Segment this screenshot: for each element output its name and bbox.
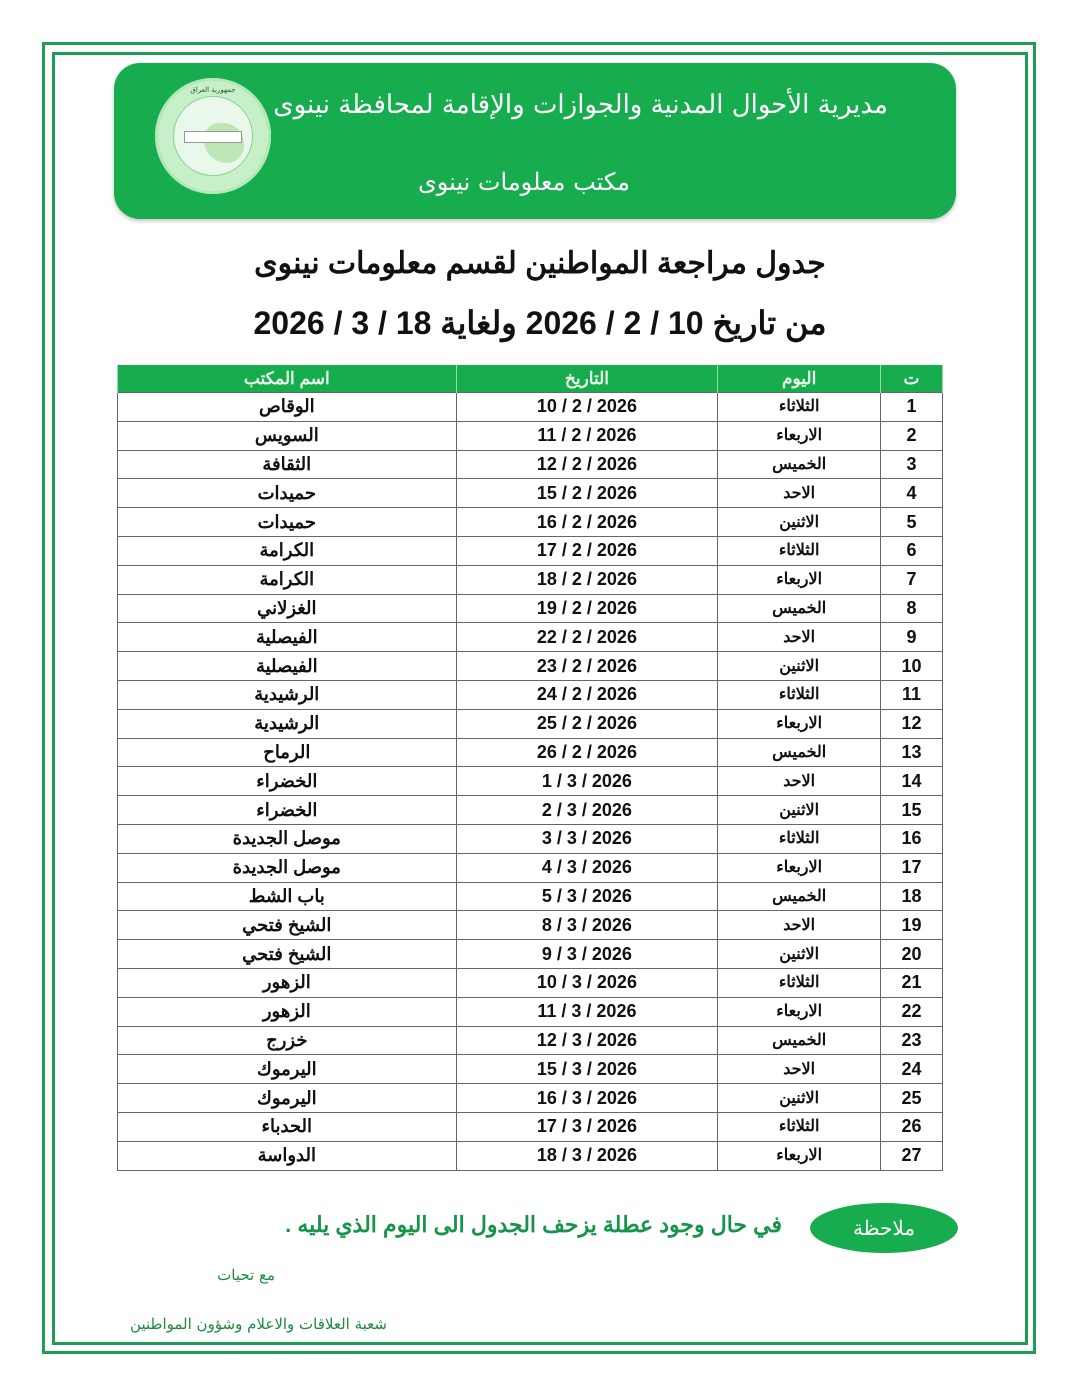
- cell-office: الحدباء: [118, 1112, 457, 1141]
- cell-day: الاحد: [718, 767, 881, 796]
- cell-date: 12 / 3 / 2026: [456, 1026, 718, 1055]
- cell-day: الاثنين: [718, 796, 881, 825]
- cell-office: الزهور: [118, 997, 457, 1026]
- ministry-emblem-icon: [155, 78, 271, 194]
- cell-office: الزهور: [118, 968, 457, 997]
- cell-date: 4 / 3 / 2026: [456, 853, 718, 882]
- cell-office: السويس: [118, 421, 457, 450]
- note-text: في حال وجود عطلة يزحف الجدول الى اليوم الذي يليه .: [285, 1212, 782, 1237]
- cell-date: 22 / 2 / 2026: [456, 623, 718, 652]
- page-title: جدول مراجعة المواطنين لقسم معلومات نينوى: [254, 247, 826, 280]
- cell-day: الخميس: [718, 882, 881, 911]
- cell-num: 14: [881, 767, 943, 796]
- cell-office: الكرامة: [118, 565, 457, 594]
- cell-date: 16 / 2 / 2026: [456, 508, 718, 537]
- cell-office: الفيصلية: [118, 623, 457, 652]
- cell-office: الخضراء: [118, 767, 457, 796]
- table-row: [118, 536, 943, 565]
- cell-day: الاحد: [718, 911, 881, 940]
- cell-num: 19: [881, 911, 943, 940]
- cell-num: 23: [881, 1026, 943, 1055]
- table-row: [118, 767, 943, 796]
- cell-date: 25 / 2 / 2026: [456, 709, 718, 738]
- cell-date: 10 / 3 / 2026: [456, 968, 718, 997]
- cell-date: 23 / 2 / 2026: [456, 652, 718, 681]
- cell-num: 12: [881, 709, 943, 738]
- cell-num: 3: [881, 450, 943, 479]
- table-row: [118, 680, 943, 709]
- cell-date: 24 / 2 / 2026: [456, 680, 718, 709]
- office-name: مكتب معلومات نينوى: [417, 168, 630, 196]
- table-row: [118, 1141, 943, 1170]
- cell-date: 10 / 2 / 2026: [456, 393, 718, 422]
- cell-date: 26 / 2 / 2026: [456, 738, 718, 767]
- cell-day: الاحد: [718, 479, 881, 508]
- cell-office: الفيصلية: [118, 652, 457, 681]
- cell-num: 2: [881, 421, 943, 450]
- cell-date: 9 / 3 / 2026: [456, 940, 718, 969]
- cell-day: الاثنين: [718, 652, 881, 681]
- cell-day: الثلاثاء: [718, 393, 881, 422]
- table-row: [118, 997, 943, 1026]
- table-row: [118, 853, 943, 882]
- cell-num: 26: [881, 1112, 943, 1141]
- cell-num: 18: [881, 882, 943, 911]
- cell-day: الخميس: [718, 450, 881, 479]
- cell-office: باب الشط: [118, 882, 457, 911]
- iraq-map-icon: [204, 123, 244, 163]
- cell-day: الخميس: [718, 738, 881, 767]
- cell-day: الاربعاء: [718, 565, 881, 594]
- table-row: [118, 450, 943, 479]
- cell-date: 11 / 3 / 2026: [456, 997, 718, 1026]
- note-badge-label: ملاحظة: [852, 1216, 916, 1240]
- table-row: [118, 508, 943, 537]
- cell-office: اليرموك: [118, 1055, 457, 1084]
- cell-day: الاحد: [718, 623, 881, 652]
- table-row: [118, 421, 943, 450]
- cell-office: الوقاص: [118, 393, 457, 422]
- cell-day: الثلاثاء: [718, 680, 881, 709]
- cell-num: 27: [881, 1141, 943, 1170]
- table-row: [118, 1026, 943, 1055]
- cell-office: الدواسة: [118, 1141, 457, 1170]
- table-header-row: [118, 365, 943, 393]
- table-row: [118, 1055, 943, 1084]
- cell-num: 7: [881, 565, 943, 594]
- cell-num: 4: [881, 479, 943, 508]
- cell-office: الرشيدية: [118, 680, 457, 709]
- cell-date: 17 / 3 / 2026: [456, 1112, 718, 1141]
- cell-num: 25: [881, 1084, 943, 1113]
- cell-date: 3 / 3 / 2026: [456, 824, 718, 853]
- cell-num: 21: [881, 968, 943, 997]
- table-row: [118, 1084, 943, 1113]
- cell-num: 17: [881, 853, 943, 882]
- header-day: اليوم: [718, 365, 881, 393]
- cell-office: حميدات: [118, 508, 457, 537]
- cell-office: الشيخ فتحي: [118, 940, 457, 969]
- cell-office: خزرج: [118, 1026, 457, 1055]
- directorate-name: مديرية الأحوال المدنية والجوازات والإقامة لمحافظة نينوى: [273, 90, 888, 120]
- cell-office: الرشيدية: [118, 709, 457, 738]
- cell-date: 12 / 2 / 2026: [456, 450, 718, 479]
- date-range: من تاريخ 10 / 2 / 2026 ولغاية 18 / 3 / 2026: [253, 305, 827, 341]
- cell-date: 8 / 3 / 2026: [456, 911, 718, 940]
- cell-day: الاحد: [718, 1055, 881, 1084]
- cell-day: الاربعاء: [718, 1141, 881, 1170]
- cell-num: 16: [881, 824, 943, 853]
- table-row: [118, 565, 943, 594]
- table-row: [118, 594, 943, 623]
- emblem-text: جمهورية العراق: [190, 86, 236, 94]
- cell-date: 18 / 3 / 2026: [456, 1141, 718, 1170]
- cell-office: موصل الجديدة: [118, 824, 457, 853]
- department-signature: شعبة العلاقات والاعلام وشؤون المواطنين: [130, 1315, 387, 1333]
- schedule-table: [117, 365, 943, 1171]
- cell-date: 17 / 2 / 2026: [456, 536, 718, 565]
- header-num: ت: [881, 365, 943, 393]
- cell-day: الاثنين: [718, 940, 881, 969]
- emblem-plate: [184, 131, 242, 143]
- cell-day: الخميس: [718, 594, 881, 623]
- cell-num: 9: [881, 623, 943, 652]
- cell-office: اليرموك: [118, 1084, 457, 1113]
- cell-date: 1 / 3 / 2026: [456, 767, 718, 796]
- table-row: [118, 940, 943, 969]
- schedule-body: [118, 393, 943, 1171]
- cell-num: 1: [881, 393, 943, 422]
- note-badge: [810, 1203, 958, 1253]
- regards-text: مع تحيات: [217, 1266, 275, 1284]
- cell-day: الثلاثاء: [718, 1112, 881, 1141]
- cell-office: حميدات: [118, 479, 457, 508]
- table-row: [118, 911, 943, 940]
- cell-date: 15 / 2 / 2026: [456, 479, 718, 508]
- cell-day: الاثنين: [718, 508, 881, 537]
- cell-day: الاربعاء: [718, 997, 881, 1026]
- cell-office: الغزلاني: [118, 594, 457, 623]
- cell-day: الاربعاء: [718, 421, 881, 450]
- cell-date: 11 / 2 / 2026: [456, 421, 718, 450]
- table-row: [118, 824, 943, 853]
- cell-day: الثلاثاء: [718, 968, 881, 997]
- table-row: [118, 882, 943, 911]
- cell-day: الاربعاء: [718, 853, 881, 882]
- cell-day: الاربعاء: [718, 709, 881, 738]
- cell-num: 6: [881, 536, 943, 565]
- table-row: [118, 479, 943, 508]
- table-row: [118, 738, 943, 767]
- cell-office: الشيخ فتحي: [118, 911, 457, 940]
- cell-day: الثلاثاء: [718, 536, 881, 565]
- cell-num: 15: [881, 796, 943, 825]
- cell-office: الخضراء: [118, 796, 457, 825]
- cell-date: 5 / 3 / 2026: [456, 882, 718, 911]
- table-row: [118, 796, 943, 825]
- table-row: [118, 1112, 943, 1141]
- table-row: [118, 709, 943, 738]
- cell-num: 24: [881, 1055, 943, 1084]
- cell-date: 15 / 3 / 2026: [456, 1055, 718, 1084]
- header-date: التاريخ: [456, 365, 718, 393]
- cell-num: 20: [881, 940, 943, 969]
- cell-day: الخميس: [718, 1026, 881, 1055]
- cell-date: 19 / 2 / 2026: [456, 594, 718, 623]
- header-office: اسم المكتب: [118, 365, 457, 393]
- cell-office: الرماح: [118, 738, 457, 767]
- table-row: [118, 623, 943, 652]
- cell-num: 13: [881, 738, 943, 767]
- cell-day: الاثنين: [718, 1084, 881, 1113]
- cell-num: 10: [881, 652, 943, 681]
- cell-office: الكرامة: [118, 536, 457, 565]
- table-row: [118, 968, 943, 997]
- cell-num: 5: [881, 508, 943, 537]
- cell-office: الثقافة: [118, 450, 457, 479]
- cell-num: 22: [881, 997, 943, 1026]
- cell-num: 11: [881, 680, 943, 709]
- table-row: [118, 652, 943, 681]
- cell-date: 2 / 3 / 2026: [456, 796, 718, 825]
- cell-office: موصل الجديدة: [118, 853, 457, 882]
- table-row: [118, 393, 943, 422]
- emblem-ring: [173, 96, 253, 176]
- cell-date: 16 / 3 / 2026: [456, 1084, 718, 1113]
- cell-date: 18 / 2 / 2026: [456, 565, 718, 594]
- cell-day: الثلاثاء: [718, 824, 881, 853]
- cell-num: 8: [881, 594, 943, 623]
